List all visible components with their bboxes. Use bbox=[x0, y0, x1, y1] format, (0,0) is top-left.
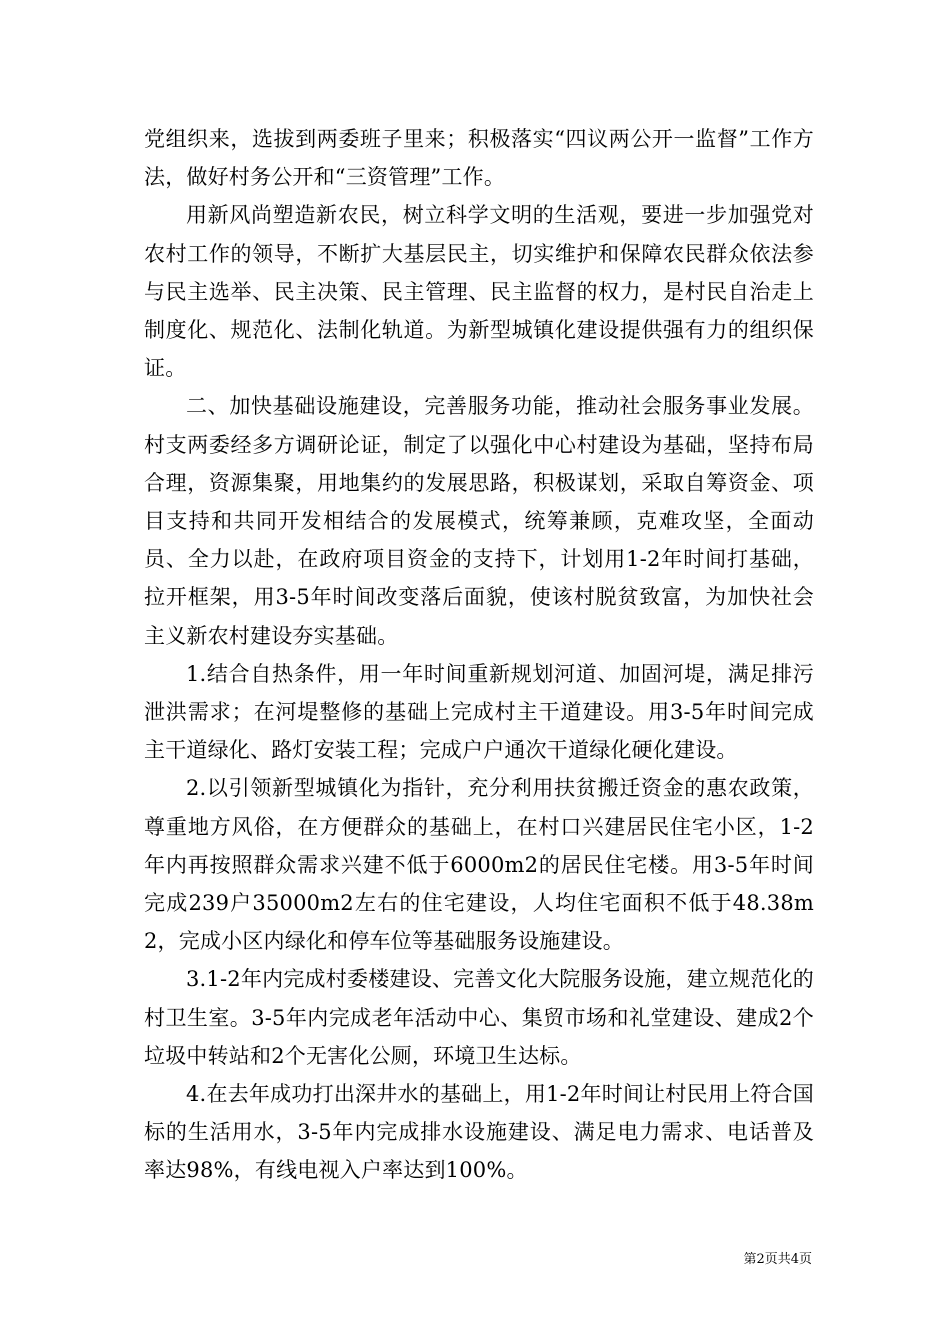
paragraph-3: 二、加快基础设施建设，完善服务功能，推动社会服务事业发展。村支两委经多方调研论证，制定了以强化中心村建设为基础，坚持布局合理，资源集聚，用地集约的发展思路，积极谋划，采取自筹资金、项目支持和共同开发相结合的发展模式，统筹兼顾，克难攻坚，全面动员、全力以赴，在政府项目资金的支持下，计划用1-2年时间打基础，拉开框架，用3-5年时间改变落后面貌，使该村脱贫致富，为加快社会主义新农村建设夯实基础。 bbox=[144, 394, 814, 648]
page-number-footer: 第2页共4页 bbox=[743, 1252, 812, 1267]
paragraph-6: 3.1-2年内完成村委楼建设、完善文化大院服务设施，建立规范化的村卫生室。3-5年内完成老年活动中心、集贸市场和礼堂建设、建成2个垃圾中转站和2个无害化公厕，环境卫生达标。 bbox=[144, 967, 814, 1068]
paragraph-2: 用新风尚塑造新农民，树立科学文明的生活观，要进一步加强党对农村工作的领导，不断扩大基层民主，切实维护和保障农民群众依法参与民主选举、民主决策、民主管理、民主监督的权力，是村民自治走上制度化、规范化、法制化轨道。为新型城镇化建设提供强有力的组织保证。 bbox=[144, 203, 814, 381]
paragraph-4: 1.结合自热条件，用一年时间重新规划河道、加固河堤，满足排污泄洪需求；在河堤整修的基础上完成村主干道建设。用3-5年时间完成主干道绿化、路灯安装工程；完成户户通次干道绿化硬化建设。 bbox=[144, 661, 814, 763]
paragraph-5: 2.以引领新型城镇化为指针，充分利用扶贫搬迁资金的惠农政策，尊重地方风俗，在方便群众的基础上，在村口兴建居民住宅小区，1-2年内再按照群众需求兴建不低于6000m2的居民住宅楼。用3-5年时间完成239户35000m2左右的住宅建设，人均住宅面积不低于48.38m2，完成小区内绿化和停车位等基础服务设施建设。 bbox=[144, 776, 814, 954]
paragraph-7: 4.在去年成功打出深井水的基础上，用1-2年时间让村民用上符合国标的生活用水，3-5年内完成排水设施建设、满足电力需求、电话普及率达98%，有线电视入户率达到100%。 bbox=[144, 1082, 814, 1183]
paragraph-1: 党组织来，选拔到两委班子里来；积极落实“四议两公开一监督”工作方法，做好村务公开和“三资管理”工作。 bbox=[144, 127, 814, 190]
document-body bbox=[144, 120, 814, 1190]
